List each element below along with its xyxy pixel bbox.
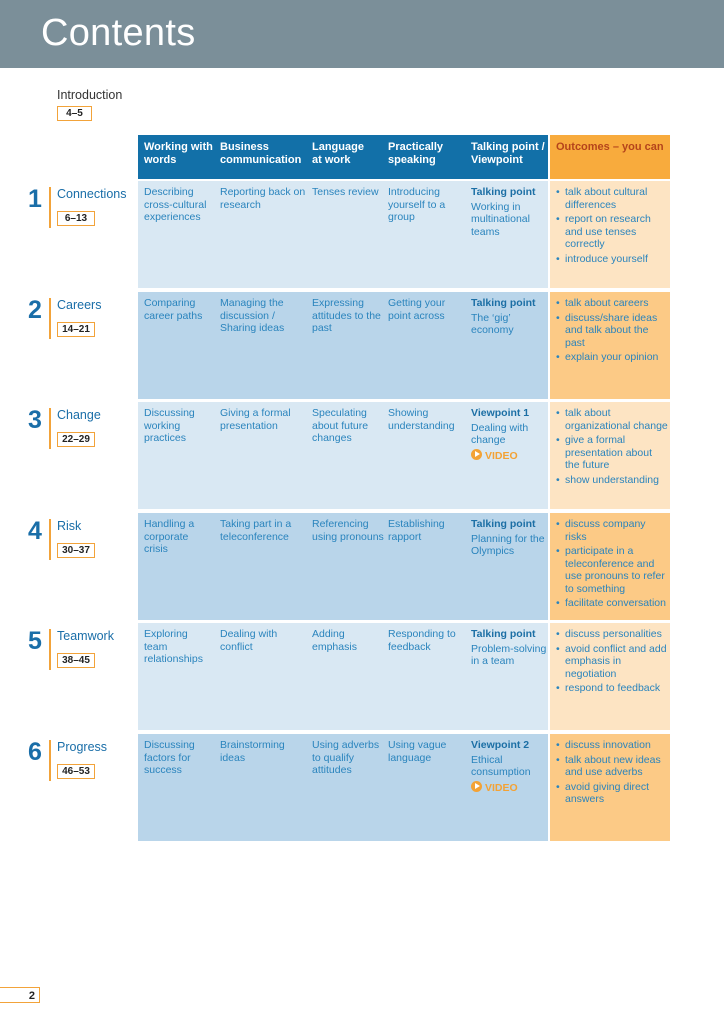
table-row — [138, 623, 670, 730]
talking-point-heading: Talking point — [471, 518, 536, 530]
row-outcomes — [550, 734, 670, 841]
unit-pages[interactable]: 6–13 — [57, 211, 95, 226]
row-main — [138, 292, 548, 399]
unit-title[interactable]: Teamwork — [57, 629, 114, 643]
introduction-pages[interactable]: 4–5 — [57, 106, 92, 121]
unit-pages[interactable]: 38–45 — [57, 653, 95, 668]
table-row — [138, 513, 670, 620]
talking-point-text: Working in multinational teams — [471, 200, 530, 238]
outcome-item: • give a formal presentation about the future — [556, 434, 668, 472]
outcome-item: • talk about organizational change — [556, 407, 668, 432]
row-main — [138, 181, 548, 288]
cell-working-with-words: Discussing working practices — [144, 407, 195, 444]
talking-point-text: Planning for the Olympics — [471, 532, 545, 557]
talking-point-heading: Viewpoint 1 — [471, 407, 530, 419]
cell-language-at-work: Expressing attitudes to the past — [312, 297, 381, 334]
row-outcomes — [550, 513, 670, 620]
outcome-item: • respond to feedback — [556, 682, 668, 695]
outcomes-list — [556, 186, 668, 267]
unit-title[interactable]: Progress — [57, 740, 108, 754]
cell-language-at-work: Speculating about future changes — [312, 407, 369, 444]
unit-number: 1 — [28, 185, 42, 213]
unit-number: 5 — [28, 627, 42, 655]
cell-working-with-words: Describing cross-cultural experiences — [144, 186, 207, 223]
cell-talking-point — [471, 297, 547, 337]
unit-title[interactable]: Change — [57, 408, 101, 422]
outcome-item: • talk about cultural differences — [556, 186, 668, 211]
outcome-item: • avoid conflict and add emphasis in negotiation — [556, 643, 668, 681]
header-working-with-words: Working with words — [144, 141, 213, 166]
cell-language-at-work: Tenses review — [312, 186, 379, 198]
page-header — [0, 0, 724, 68]
cell-business-communication: Managing the discussion / Sharing ideas — [220, 297, 285, 334]
unit-divider — [49, 298, 51, 339]
cell-business-communication: Brainstorming ideas — [220, 739, 285, 764]
table-header — [138, 135, 548, 179]
row-outcomes — [550, 623, 670, 730]
outcome-item: • show understanding — [556, 474, 668, 487]
cell-language-at-work: Referencing using pronouns — [312, 518, 384, 543]
unit-pages[interactable]: 14–21 — [57, 322, 95, 337]
unit-pages[interactable]: 46–53 — [57, 764, 95, 779]
cell-working-with-words: Comparing career paths — [144, 297, 203, 322]
header-practically-speaking: Practically speaking — [388, 141, 444, 166]
unit-title[interactable]: Connections — [57, 187, 127, 201]
header-business-communication: Business communication — [220, 141, 302, 166]
cell-talking-point — [471, 628, 547, 668]
unit-divider — [49, 187, 51, 228]
unit-divider — [49, 519, 51, 560]
outcome-item: • talk about careers — [556, 297, 668, 310]
outcome-item: • avoid giving direct answers — [556, 781, 668, 806]
cell-talking-point — [471, 739, 547, 794]
cell-practically-speaking: Showing understanding — [388, 407, 455, 432]
unit-title[interactable]: Risk — [57, 519, 82, 533]
row-outcomes — [550, 181, 670, 288]
play-icon — [471, 781, 482, 792]
video-link[interactable] — [471, 449, 547, 463]
cell-practically-speaking: Establishing rapport — [388, 518, 445, 543]
header-talking-point: Talking point / Viewpoint — [471, 141, 545, 166]
cell-practically-speaking: Responding to feedback — [388, 628, 456, 653]
cell-language-at-work: Using adverbs to qualify attitudes — [312, 739, 380, 776]
cell-language-at-work: Adding emphasis — [312, 628, 357, 653]
row-main — [138, 513, 548, 620]
table-row — [138, 292, 670, 399]
outcomes-list — [556, 297, 668, 366]
table-header-outcomes — [550, 135, 670, 179]
outcomes-list — [556, 518, 668, 612]
cell-practically-speaking: Using vague language — [388, 739, 447, 764]
row-outcomes — [550, 402, 670, 509]
unit-divider — [49, 408, 51, 449]
row-main — [138, 734, 548, 841]
cell-business-communication: Giving a formal presentation — [220, 407, 291, 432]
talking-point-text: The ‘gig’ economy — [471, 311, 514, 336]
unit-number: 3 — [28, 406, 42, 434]
cell-talking-point — [471, 518, 547, 558]
page-title: Contents — [41, 12, 196, 54]
table-row — [138, 181, 670, 288]
row-main — [138, 623, 548, 730]
introduction-label[interactable]: Introduction — [57, 88, 123, 102]
unit-number: 2 — [28, 296, 42, 324]
cell-practically-speaking: Getting your point across — [388, 297, 446, 322]
video-label: VIDEO — [485, 781, 518, 794]
unit-divider — [49, 629, 51, 670]
row-main — [138, 402, 548, 509]
unit-title[interactable]: Careers — [57, 298, 102, 312]
talking-point-text: Ethical consumption — [471, 753, 531, 778]
video-link[interactable] — [471, 781, 547, 795]
cell-working-with-words: Exploring team relationships — [144, 628, 203, 665]
outcome-item: • discuss company risks — [556, 518, 668, 543]
outcome-item: • facilitate conversation — [556, 597, 668, 610]
outcome-item: • discuss innovation — [556, 739, 668, 752]
unit-divider — [49, 740, 51, 781]
header-outcomes: Outcomes – you can — [556, 141, 664, 153]
footer-page-number: 2 — [0, 987, 40, 1003]
outcome-item: • explain your opinion — [556, 351, 668, 364]
talking-point-text: Dealing with change — [471, 421, 529, 446]
cell-talking-point — [471, 186, 547, 238]
outcomes-list — [556, 628, 668, 697]
cell-business-communication: Dealing with conflict — [220, 628, 278, 653]
talking-point-heading: Talking point — [471, 186, 536, 198]
play-icon — [471, 449, 482, 460]
cell-working-with-words: Handling a corporate crisis — [144, 518, 195, 555]
outcomes-list — [556, 407, 668, 488]
unit-number: 6 — [28, 738, 42, 766]
talking-point-heading: Viewpoint 2 — [471, 739, 530, 751]
talking-point-heading: Talking point — [471, 628, 536, 640]
cell-talking-point — [471, 407, 547, 462]
outcome-item: • talk about new ideas and use adverbs — [556, 754, 668, 779]
table-row — [138, 734, 670, 841]
talking-point-heading: Talking point — [471, 297, 536, 309]
cell-practically-speaking: Introducing yourself to a group — [388, 186, 446, 223]
row-outcomes — [550, 292, 670, 399]
outcome-item: • discuss personalities — [556, 628, 668, 641]
talking-point-text: Problem-solving in a team — [471, 642, 547, 667]
header-language-at-work: Language at work — [312, 141, 364, 166]
outcome-item: • report on research and use tenses correctly — [556, 213, 668, 251]
cell-business-communication: Taking part in a teleconference — [220, 518, 292, 543]
outcome-item: • participate in a teleconference and use pronouns to refer to something — [556, 545, 668, 595]
table-row — [138, 402, 670, 509]
outcome-item: • introduce yourself — [556, 253, 668, 266]
outcome-item: • discuss/share ideas and talk about the past — [556, 312, 668, 350]
video-label: VIDEO — [485, 449, 518, 462]
outcomes-list — [556, 739, 668, 808]
cell-working-with-words: Discussing factors for success — [144, 739, 195, 776]
unit-pages[interactable]: 22–29 — [57, 432, 95, 447]
unit-number: 4 — [28, 517, 42, 545]
unit-pages[interactable]: 30–37 — [57, 543, 95, 558]
cell-business-communication: Reporting back on research — [220, 186, 306, 211]
